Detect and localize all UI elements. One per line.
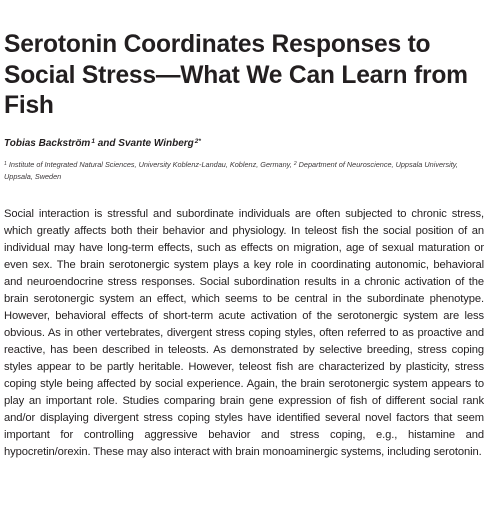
author-name: Tobias Backström — [4, 137, 91, 149]
article-title: Serotonin Coordinates Responses to Social Stress—What We Can Learn from Fish — [4, 31, 468, 119]
abstract-text: Social interaction is stressful and subordinate individuals are often subjected to chronic stress, which greatly affects both their behavior and physiology. In teleost fish the social position of an individual may have long-term effects, such as effects on migration, age of sexual maturation or even sex. The brain serotonergic system plays a key role in coordinating autonomic, behavioral and neuroendocrine stress responses. Social subordination results in a chronic activation of the brain serotonergic system an effect, which seems to be central in the subordinate phenotype. However, behavioral effects of short-term acute activation of the serotonergic system are less obvious. As in other vertebrates, divergent stress coping styles, often referred to as proactive and reactive, has been described in teleosts. As demonstrated by selective breeding, stress coping styles appear to be partly heritable. However, teleost fish are characterized by plasticity, stress coping style being affected by social experience. Again, the brain serotonergic system appears to play an important role. Studies comparing brain gene expression of fish of different social rank and/or displaying divergent stress coping styles have identified several novel factors that seem important for controlling aggressive behavior and stress coping, e.g., histamine and hypocretin/orexin. These may also interact with brain monoaminergic systems, including serotonin. — [4, 207, 484, 459]
affiliation-text: Institute of Integrated Natural Sciences, University Koblenz-Landau, Koblenz, Germany, — [8, 159, 292, 169]
affiliation-mark: 2 — [293, 160, 297, 167]
author-name: Svante Winberg — [118, 137, 194, 149]
affiliation-mark: 1 — [91, 137, 95, 145]
author-connector: and — [97, 137, 116, 149]
affiliation-mark: 1 — [4, 160, 7, 167]
affiliations — [4, 159, 484, 184]
affiliation-text: Department of Neuroscience, Uppsala University, Uppsala, Sweden — [4, 159, 458, 181]
affiliation-mark: 2* — [194, 137, 201, 145]
author-line — [4, 137, 484, 150]
